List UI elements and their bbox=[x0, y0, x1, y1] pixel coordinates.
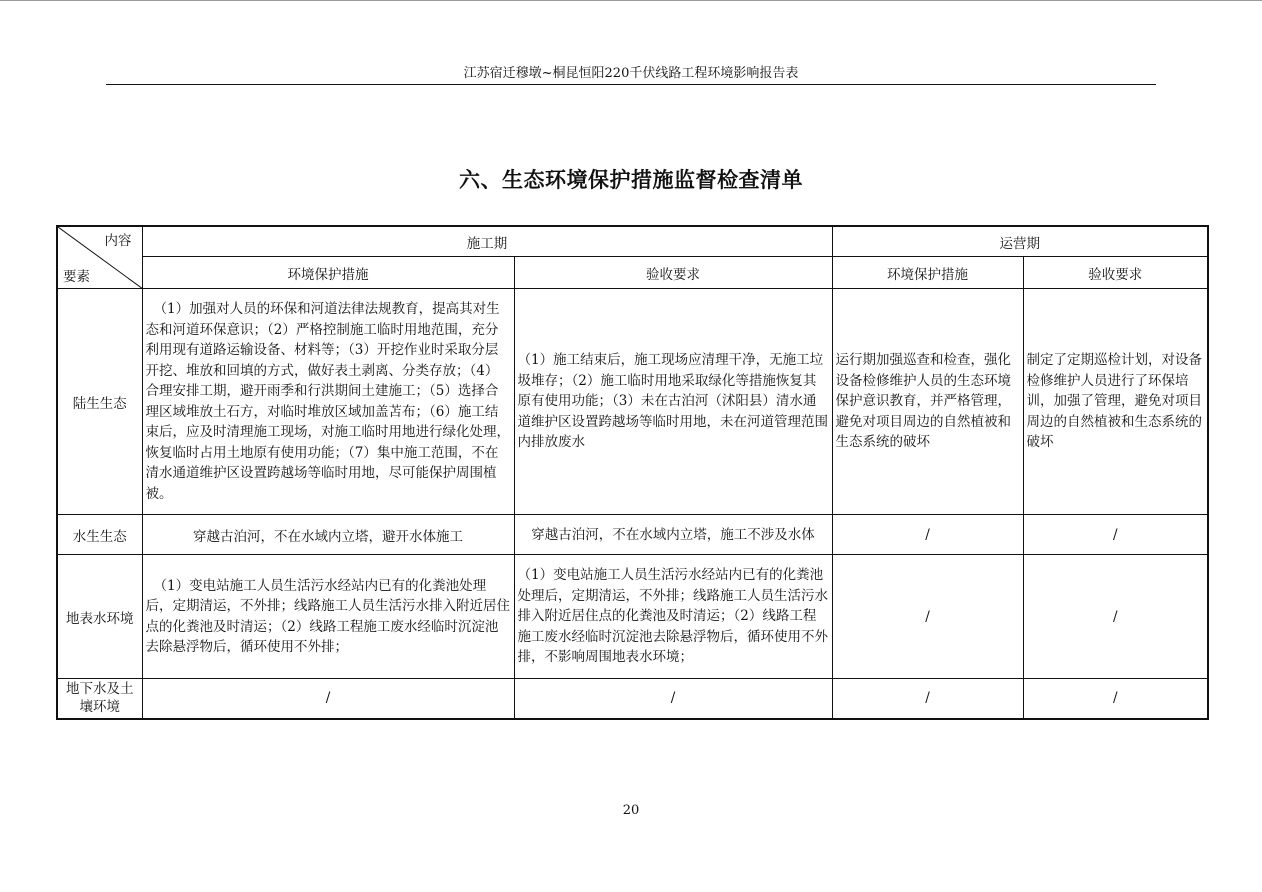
corner-label-content: 内容 bbox=[104, 233, 132, 249]
operation-acceptance-cell: 制定了定期巡检计划，对设备检修维护人员进行了环保培训，加强了管理，避免对项目周边的自然植被和生态系统的破坏 bbox=[1023, 289, 1208, 515]
header-rule bbox=[106, 84, 1156, 85]
operation-acceptance-cell: / bbox=[1023, 679, 1208, 719]
operation-measure-cell: / bbox=[832, 515, 1023, 555]
operation-acceptance-header: 验收要求 bbox=[1023, 257, 1208, 289]
table-row bbox=[57, 679, 1208, 719]
page-number: 20 bbox=[622, 803, 640, 818]
construction-acceptance-cell: / bbox=[514, 679, 832, 719]
construction-acceptance-cell: （1）施工结束后，施工现场应清理干净，无施工垃圾堆存；（2）施工临时用地采取绿化等措施恢复其原有使用功能；（3）未在古泊河（沭阳县）清水通道维护区设置跨越场等临时用地，未在河道管理范围内排放废水 bbox=[514, 289, 832, 515]
table-row bbox=[57, 515, 1208, 555]
construction-measure-header: 环境保护措施 bbox=[142, 257, 514, 289]
operation-measure-cell: / bbox=[832, 555, 1023, 679]
construction-measure-cell: / bbox=[142, 679, 514, 719]
construction-period-header: 施工期 bbox=[142, 226, 832, 257]
construction-acceptance-cell: （1）变电站施工人员生活污水经站内已有的化粪池处理后，定期清运，不外排；线路施工人员生活污水排入附近居住点的化粪池及时清运；（2）线路工程施工废水经临时沉淀池去除悬浮物后，循环使用不外排，不影响周围地表水环境； bbox=[514, 555, 832, 679]
corner-header-cell bbox=[57, 226, 142, 289]
operation-measure-cell: / bbox=[832, 679, 1023, 719]
running-header: 江苏宿迁穆墩~桐昆恒阳220千伏线路工程环境影响报告表 bbox=[463, 66, 799, 81]
construction-acceptance-cell: 穿越古泊河，不在水域内立塔，施工不涉及水体 bbox=[514, 515, 832, 555]
construction-acceptance-header: 验收要求 bbox=[514, 257, 832, 289]
row-element: 地表水环境 bbox=[57, 555, 142, 679]
row-element: 陆生生态 bbox=[57, 289, 142, 515]
section-title: 六、生态环境保护措施监督检查清单 bbox=[459, 168, 803, 192]
operation-period-header: 运营期 bbox=[832, 226, 1208, 257]
construction-measure-cell: 穿越古泊河，不在水域内立塔，避开水体施工 bbox=[142, 515, 514, 555]
table-row bbox=[57, 555, 1208, 679]
inspection-checklist-table bbox=[56, 225, 1209, 720]
operation-measure-header: 环境保护措施 bbox=[832, 257, 1023, 289]
row-element: 地下水及土壤环境 bbox=[57, 679, 142, 719]
row-element: 水生生态 bbox=[57, 515, 142, 555]
construction-measure-cell: （1）变电站施工人员生活污水经站内已有的化粪池处理后，定期清运，不外排；线路施工人员生活污水排入附近居住点的化粪池及时清运；（2）线路工程施工废水经临时沉淀池去除悬浮物后，循环使用不外排； bbox=[142, 555, 514, 679]
operation-acceptance-cell: / bbox=[1023, 555, 1208, 679]
operation-measure-cell: 运行期加强巡查和检查，强化设备检修维护人员的生态环境保护意识教育，并严格管理，避免对项目周边的自然植被和生态系统的破坏 bbox=[832, 289, 1023, 515]
corner-label-element: 要素 bbox=[63, 269, 90, 285]
construction-measure-cell: （1）加强对人员的环保和河道法律法规教育，提高其对生态和河道环保意识；（2）严格控制施工临时用地范围，充分利用现有道路运输设备、材料等；（3）开挖作业时采取分层开挖、堆放和回填的方式，做好表土剥离、分类存放；（4）合理安排工期，避开雨季和行洪期间土建施工；（5）选择合理区域堆放土石方，对临时堆放区域加盖苫布；（6）施工结束后，应及时清理施工现场，对施工临时用地进行绿化处理，恢复临时占用土地原有使用功能；（7）集中施工范围，不在清水通道维护区设置跨越场等临时用地，尽可能保护周围植被。 bbox=[142, 289, 514, 515]
table-row bbox=[57, 289, 1208, 515]
operation-acceptance-cell: / bbox=[1023, 515, 1208, 555]
